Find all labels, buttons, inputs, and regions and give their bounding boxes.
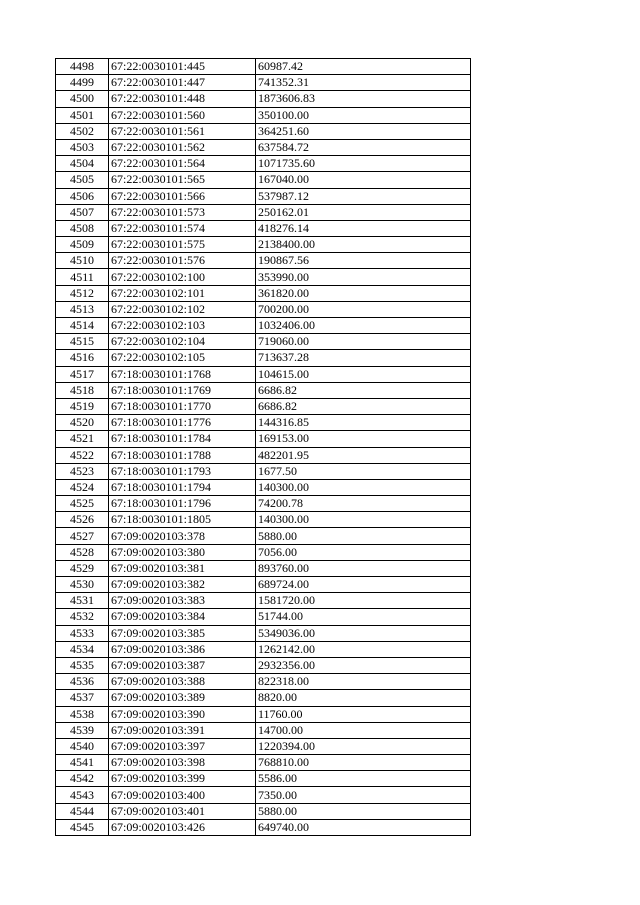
- cadastral-value-cell: 637584.72: [256, 139, 471, 155]
- row-number-cell: 4538: [56, 706, 109, 722]
- row-number-cell: 4505: [56, 172, 109, 188]
- cadastral-number-cell: 67:22:0030101:566: [109, 188, 256, 204]
- cadastral-value-cell: 250162.01: [256, 204, 471, 220]
- cadastral-value-cell: 60987.42: [256, 59, 471, 75]
- table-row: [56, 91, 471, 107]
- cadastral-value-cell: 893760.00: [256, 560, 471, 576]
- cadastral-value-cell: 5586.00: [256, 771, 471, 787]
- table-row: [56, 496, 471, 512]
- cadastral-value-cell: 7056.00: [256, 544, 471, 560]
- table-row: [56, 431, 471, 447]
- cadastral-number-cell: 67:18:0030101:1793: [109, 463, 256, 479]
- cadastral-number-cell: 67:18:0030101:1769: [109, 382, 256, 398]
- row-number-cell: 4499: [56, 75, 109, 91]
- table-row: [56, 172, 471, 188]
- row-number-cell: 4543: [56, 787, 109, 803]
- cadastral-number-cell: 67:09:0020103:397: [109, 738, 256, 754]
- row-number-cell: 4514: [56, 318, 109, 334]
- cadastral-value-cell: 700200.00: [256, 301, 471, 317]
- cadastral-value-cell: 14700.00: [256, 722, 471, 738]
- table-row: [56, 382, 471, 398]
- cadastral-value-cell: 169153.00: [256, 431, 471, 447]
- row-number-cell: 4515: [56, 334, 109, 350]
- cadastral-value-cell: 364251.60: [256, 123, 471, 139]
- table-row: [56, 722, 471, 738]
- cadastral-value-cell: 167040.00: [256, 172, 471, 188]
- row-number-cell: 4529: [56, 560, 109, 576]
- row-number-cell: 4526: [56, 512, 109, 528]
- cadastral-number-cell: 67:22:0030102:100: [109, 269, 256, 285]
- cadastral-value-cell: 2138400.00: [256, 237, 471, 253]
- row-number-cell: 4508: [56, 220, 109, 236]
- table-row: [56, 819, 471, 835]
- cadastral-number-cell: 67:09:0020103:426: [109, 819, 256, 835]
- table-row: [56, 803, 471, 819]
- row-number-cell: 4540: [56, 738, 109, 754]
- row-number-cell: 4507: [56, 204, 109, 220]
- cadastral-number-cell: 67:09:0020103:399: [109, 771, 256, 787]
- cadastral-number-cell: 67:22:0030101:562: [109, 139, 256, 155]
- table-row: [56, 301, 471, 317]
- cadastral-value-cell: 741352.31: [256, 75, 471, 91]
- table-row: [56, 156, 471, 172]
- cadastral-number-cell: 67:09:0020103:390: [109, 706, 256, 722]
- cadastral-value-cell: 7350.00: [256, 787, 471, 803]
- cadastral-value-cell: 74200.78: [256, 496, 471, 512]
- cadastral-number-cell: 67:09:0020103:383: [109, 593, 256, 609]
- table-row: [56, 657, 471, 673]
- cadastral-value-table: [55, 58, 471, 836]
- row-number-cell: 4506: [56, 188, 109, 204]
- row-number-cell: 4521: [56, 431, 109, 447]
- row-number-cell: 4522: [56, 447, 109, 463]
- table-row: [56, 690, 471, 706]
- table-row: [56, 334, 471, 350]
- row-number-cell: 4502: [56, 123, 109, 139]
- row-number-cell: 4533: [56, 625, 109, 641]
- table-row: [56, 641, 471, 657]
- table-row: [56, 107, 471, 123]
- row-number-cell: 4534: [56, 641, 109, 657]
- cadastral-number-cell: 67:22:0030102:102: [109, 301, 256, 317]
- cadastral-number-cell: 67:22:0030101:560: [109, 107, 256, 123]
- cadastral-value-cell: 1071735.60: [256, 156, 471, 172]
- cadastral-number-cell: 67:09:0020103:391: [109, 722, 256, 738]
- cadastral-number-cell: 67:09:0020103:387: [109, 657, 256, 673]
- cadastral-value-cell: 1220394.00: [256, 738, 471, 754]
- cadastral-number-cell: 67:22:0030101:575: [109, 237, 256, 253]
- cadastral-value-cell: 1677.50: [256, 463, 471, 479]
- row-number-cell: 4536: [56, 674, 109, 690]
- row-number-cell: 4503: [56, 139, 109, 155]
- row-number-cell: 4527: [56, 528, 109, 544]
- cadastral-value-cell: 5349036.00: [256, 625, 471, 641]
- row-number-cell: 4504: [56, 156, 109, 172]
- cadastral-value-cell: 350100.00: [256, 107, 471, 123]
- row-number-cell: 4498: [56, 59, 109, 75]
- table-row: [56, 269, 471, 285]
- row-number-cell: 4520: [56, 415, 109, 431]
- row-number-cell: 4501: [56, 107, 109, 123]
- cadastral-value-cell: 2932356.00: [256, 657, 471, 673]
- cadastral-number-cell: 67:22:0030101:447: [109, 75, 256, 91]
- row-number-cell: 4542: [56, 771, 109, 787]
- table-row: [56, 204, 471, 220]
- cadastral-value-cell: 713637.28: [256, 350, 471, 366]
- cadastral-number-cell: 67:18:0030101:1784: [109, 431, 256, 447]
- table-row: [56, 366, 471, 382]
- row-number-cell: 4512: [56, 285, 109, 301]
- cadastral-number-cell: 67:22:0030101:445: [109, 59, 256, 75]
- cadastral-value-cell: 140300.00: [256, 479, 471, 495]
- row-number-cell: 4531: [56, 593, 109, 609]
- cadastral-value-cell: 719060.00: [256, 334, 471, 350]
- table-row: [56, 398, 471, 414]
- cadastral-number-cell: 67:18:0030101:1796: [109, 496, 256, 512]
- cadastral-number-cell: 67:18:0030101:1768: [109, 366, 256, 382]
- cadastral-number-cell: 67:22:0030101:564: [109, 156, 256, 172]
- cadastral-number-cell: 67:09:0020103:398: [109, 755, 256, 771]
- cadastral-number-cell: 67:22:0030102:104: [109, 334, 256, 350]
- cadastral-number-cell: 67:09:0020103:382: [109, 577, 256, 593]
- table-row: [56, 609, 471, 625]
- table-row: [56, 237, 471, 253]
- table-row: [56, 771, 471, 787]
- cadastral-value-cell: 140300.00: [256, 512, 471, 528]
- table-row: [56, 528, 471, 544]
- cadastral-number-cell: 67:22:0030101:573: [109, 204, 256, 220]
- cadastral-value-cell: 51744.00: [256, 609, 471, 625]
- cadastral-number-cell: 67:18:0030101:1788: [109, 447, 256, 463]
- cadastral-number-cell: 67:09:0020103:380: [109, 544, 256, 560]
- row-number-cell: 4535: [56, 657, 109, 673]
- table-row: [56, 415, 471, 431]
- row-number-cell: 4516: [56, 350, 109, 366]
- table-row: [56, 253, 471, 269]
- table-row: [56, 577, 471, 593]
- table-row: [56, 787, 471, 803]
- table-row: [56, 123, 471, 139]
- table-row: [56, 285, 471, 301]
- cadastral-value-cell: 104615.00: [256, 366, 471, 382]
- row-number-cell: 4523: [56, 463, 109, 479]
- table-row: [56, 625, 471, 641]
- cadastral-value-cell: 144316.85: [256, 415, 471, 431]
- table-row: [56, 674, 471, 690]
- cadastral-number-cell: 67:22:0030101:565: [109, 172, 256, 188]
- cadastral-value-cell: 689724.00: [256, 577, 471, 593]
- row-number-cell: 4539: [56, 722, 109, 738]
- table-row: [56, 75, 471, 91]
- cadastral-value-cell: 418276.14: [256, 220, 471, 236]
- cadastral-number-cell: 67:09:0020103:378: [109, 528, 256, 544]
- row-number-cell: 4513: [56, 301, 109, 317]
- row-number-cell: 4532: [56, 609, 109, 625]
- cadastral-value-cell: 361820.00: [256, 285, 471, 301]
- cadastral-value-cell: 1262142.00: [256, 641, 471, 657]
- cadastral-value-cell: 5880.00: [256, 803, 471, 819]
- row-number-cell: 4530: [56, 577, 109, 593]
- cadastral-number-cell: 67:18:0030101:1770: [109, 398, 256, 414]
- row-number-cell: 4524: [56, 479, 109, 495]
- cadastral-number-cell: 67:09:0020103:384: [109, 609, 256, 625]
- table-row: [56, 560, 471, 576]
- row-number-cell: 4519: [56, 398, 109, 414]
- cadastral-value-cell: 649740.00: [256, 819, 471, 835]
- cadastral-number-cell: 67:09:0020103:388: [109, 674, 256, 690]
- cadastral-number-cell: 67:22:0030102:103: [109, 318, 256, 334]
- cadastral-number-cell: 67:18:0030101:1805: [109, 512, 256, 528]
- cadastral-value-cell: 482201.95: [256, 447, 471, 463]
- table-row: [56, 59, 471, 75]
- row-number-cell: 4509: [56, 237, 109, 253]
- row-number-cell: 4518: [56, 382, 109, 398]
- table-row: [56, 593, 471, 609]
- table-row: [56, 512, 471, 528]
- table-row: [56, 220, 471, 236]
- table-row: [56, 706, 471, 722]
- cadastral-value-cell: 822318.00: [256, 674, 471, 690]
- cadastral-number-cell: 67:22:0030101:561: [109, 123, 256, 139]
- cadastral-value-cell: 1581720.00: [256, 593, 471, 609]
- row-number-cell: 4528: [56, 544, 109, 560]
- row-number-cell: 4510: [56, 253, 109, 269]
- row-number-cell: 4525: [56, 496, 109, 512]
- row-number-cell: 4544: [56, 803, 109, 819]
- cadastral-number-cell: 67:09:0020103:401: [109, 803, 256, 819]
- cadastral-value-cell: 5880.00: [256, 528, 471, 544]
- cadastral-value-cell: 1873606.83: [256, 91, 471, 107]
- table-row: [56, 544, 471, 560]
- cadastral-value-cell: 11760.00: [256, 706, 471, 722]
- cadastral-number-cell: 67:22:0030102:101: [109, 285, 256, 301]
- row-number-cell: 4545: [56, 819, 109, 835]
- cadastral-value-cell: 6686.82: [256, 398, 471, 414]
- row-number-cell: 4517: [56, 366, 109, 382]
- row-number-cell: 4500: [56, 91, 109, 107]
- cadastral-value-cell: 1032406.00: [256, 318, 471, 334]
- cadastral-value-cell: 768810.00: [256, 755, 471, 771]
- cadastral-number-cell: 67:09:0020103:385: [109, 625, 256, 641]
- cadastral-number-cell: 67:09:0020103:400: [109, 787, 256, 803]
- cadastral-value-cell: 353990.00: [256, 269, 471, 285]
- row-number-cell: 4541: [56, 755, 109, 771]
- cadastral-value-cell: 8820.00: [256, 690, 471, 706]
- table-body: [56, 59, 471, 836]
- cadastral-number-cell: 67:22:0030101:574: [109, 220, 256, 236]
- row-number-cell: 4511: [56, 269, 109, 285]
- cadastral-number-cell: 67:09:0020103:386: [109, 641, 256, 657]
- row-number-cell: 4537: [56, 690, 109, 706]
- table-row: [56, 738, 471, 754]
- cadastral-number-cell: 67:22:0030101:576: [109, 253, 256, 269]
- cadastral-value-cell: 537987.12: [256, 188, 471, 204]
- cadastral-number-cell: 67:09:0020103:381: [109, 560, 256, 576]
- cadastral-number-cell: 67:22:0030101:448: [109, 91, 256, 107]
- table-row: [56, 188, 471, 204]
- cadastral-number-cell: 67:09:0020103:389: [109, 690, 256, 706]
- table-row: [56, 447, 471, 463]
- cadastral-value-cell: 6686.82: [256, 382, 471, 398]
- cadastral-number-cell: 67:18:0030101:1794: [109, 479, 256, 495]
- table-row: [56, 479, 471, 495]
- cadastral-value-cell: 190867.56: [256, 253, 471, 269]
- table-row: [56, 350, 471, 366]
- table-row: [56, 463, 471, 479]
- cadastral-value-table-wrapper: [55, 58, 471, 836]
- table-row: [56, 139, 471, 155]
- table-row: [56, 318, 471, 334]
- cadastral-number-cell: 67:18:0030101:1776: [109, 415, 256, 431]
- table-row: [56, 755, 471, 771]
- cadastral-number-cell: 67:22:0030102:105: [109, 350, 256, 366]
